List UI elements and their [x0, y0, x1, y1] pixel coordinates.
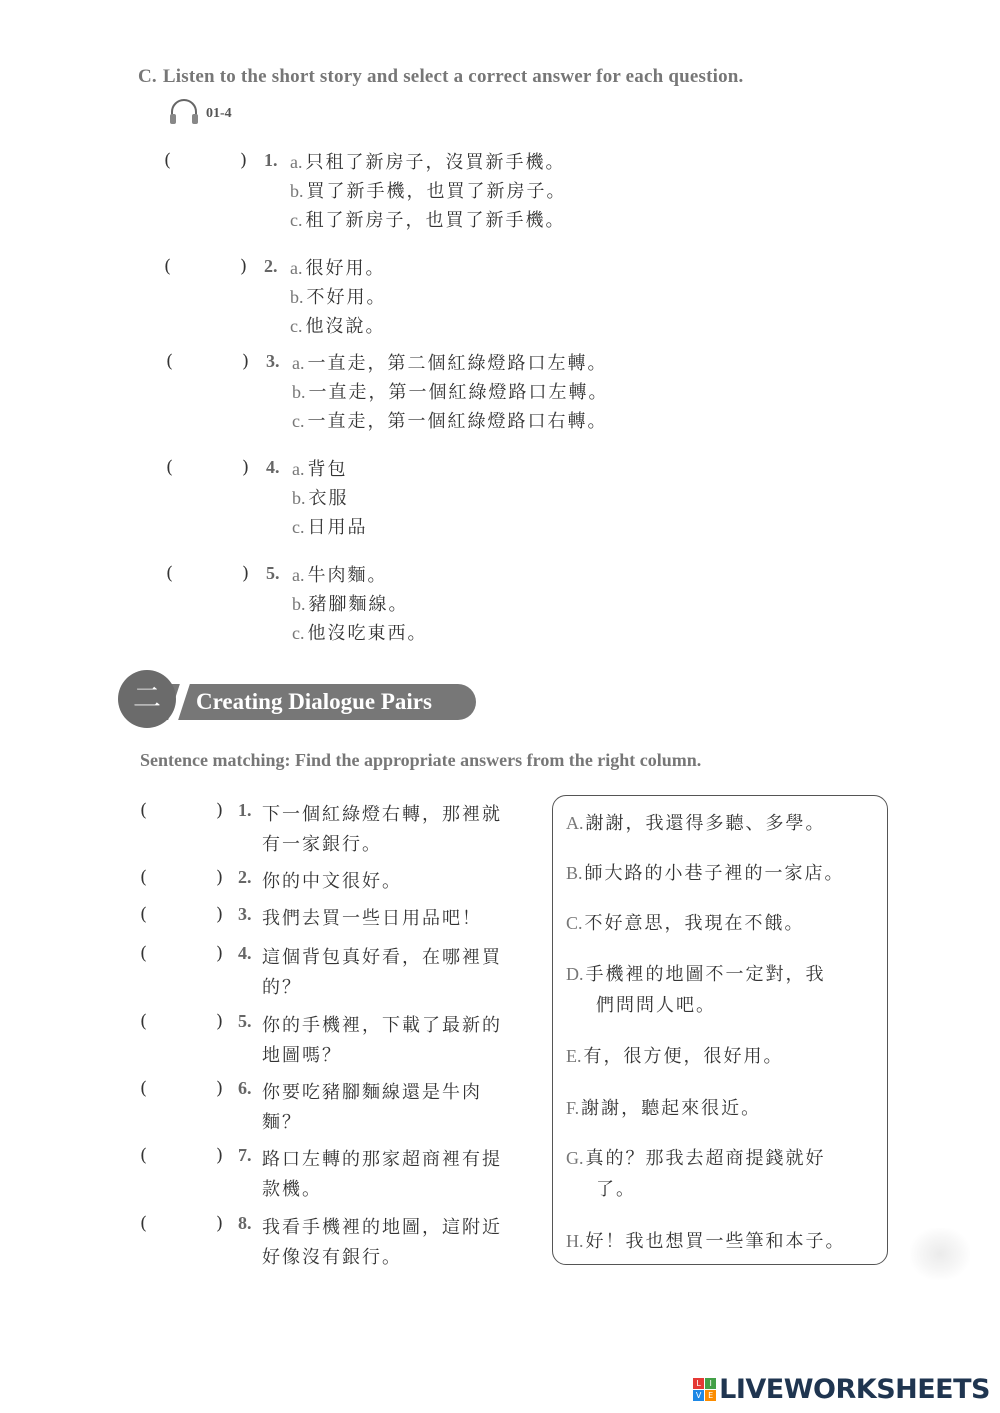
section-c-heading — [138, 66, 744, 88]
option-a[interactable]: a. 只租了新房子，沒買新手機。 — [290, 152, 566, 173]
matching-instruction: Sentence matching: Find the appropriate answers from the right column. — [140, 750, 702, 770]
answer-option-b[interactable]: B. 師大路的小巷子裡的一家店。 — [566, 863, 845, 884]
brand-name: LIVEWORKSHEETS — [719, 1374, 990, 1405]
answer-option-e[interactable]: E. 有，很方便，很好用。 — [566, 1046, 784, 1067]
answer-option-h[interactable]: H. 好！我也想買一些筆和本子。 — [566, 1231, 846, 1252]
option-a[interactable]: a. 一直走，第二個紅綠燈路口左轉。 — [292, 353, 608, 374]
section-number-badge: 二 — [118, 670, 176, 728]
section-two-banner — [118, 670, 478, 730]
option-b[interactable]: b. 衣服 — [292, 488, 349, 509]
option-b[interactable]: b. 豬腳麵線。 — [292, 594, 409, 615]
question-number: 1. — [264, 150, 278, 170]
liveworksheets-logo[interactable] — [693, 1374, 990, 1405]
prompt-number: 6. — [238, 1078, 252, 1098]
option-a[interactable]: a. 牛肉麵。 — [292, 565, 388, 586]
option-b[interactable]: b. 不好用。 — [290, 287, 387, 308]
answer-blank-open[interactable]: ( — [140, 1078, 148, 1099]
section-c-title: Listen to the short story and select a correct answer for each question. — [162, 66, 744, 87]
answer-blank-close: ) — [216, 943, 224, 964]
option-c[interactable]: c. 他沒吃東西。 — [292, 623, 428, 644]
option-c[interactable]: c. 日用品 — [292, 517, 368, 538]
prompt-number: 3. — [238, 904, 252, 924]
option-c[interactable]: c. 一直走，第一個紅綠燈路口右轉。 — [292, 411, 608, 432]
question-number: 5. — [266, 563, 280, 583]
option-b[interactable]: b. 一直走，第一個紅綠燈路口左轉。 — [292, 382, 609, 403]
headphones-icon[interactable] — [168, 98, 200, 130]
answer-blank-close: ) — [240, 256, 248, 277]
answer-blank-close: ) — [216, 1145, 224, 1166]
answer-blank-open[interactable]: ( — [140, 943, 148, 964]
option-a[interactable]: a. 背包 — [292, 459, 348, 480]
answer-blank-close: ) — [242, 457, 250, 478]
answer-option-a[interactable]: A. 謝謝，我還得多聽、多學。 — [566, 813, 826, 834]
option-c[interactable]: c. 租了新房子，也買了新手機。 — [290, 210, 566, 231]
option-c[interactable]: c. 他沒說。 — [290, 316, 386, 337]
answer-blank-close: ) — [216, 1078, 224, 1099]
prompt-number: 4. — [238, 943, 252, 963]
prompt-text: 我看手機裡的地圖，這附近好像沒有銀行。 — [262, 1217, 502, 1268]
prompt-text: 這個背包真好看，在哪裡買的？ — [262, 947, 502, 998]
prompt-number: 5. — [238, 1011, 252, 1031]
question-number: 4. — [266, 457, 280, 477]
answer-option-c[interactable]: C. 不好意思，我現在不餓。 — [566, 913, 805, 934]
answer-blank-open[interactable]: ( — [140, 1213, 148, 1234]
audio-track-number: 01-4 — [206, 106, 232, 121]
logo-icon: L I V E — [693, 1378, 716, 1401]
answer-blank-open[interactable]: ( — [140, 1011, 148, 1032]
answer-blank-open[interactable]: ( — [140, 800, 148, 821]
question-number: 3. — [266, 351, 280, 371]
answer-option-g[interactable]: G. 真的？那我去超商提錢就好 了。 — [566, 1148, 826, 1200]
answer-option-f[interactable]: F. 謝謝，聽起來很近。 — [566, 1098, 762, 1119]
answer-blank-close: ) — [216, 867, 224, 888]
answer-blank-open[interactable]: ( — [164, 256, 172, 277]
answer-blank-close: ) — [242, 351, 250, 372]
answer-blank-open[interactable]: ( — [164, 150, 172, 171]
prompt-text: 我們去買一些日用品吧！ — [262, 908, 482, 929]
answer-blank-open[interactable]: ( — [166, 351, 174, 372]
option-b[interactable]: b. 買了新手機，也買了新房子。 — [290, 181, 567, 202]
prompt-number: 8. — [238, 1213, 252, 1233]
prompt-number: 2. — [238, 867, 252, 887]
answer-blank-close: ) — [216, 904, 224, 925]
answer-blank-open[interactable]: ( — [140, 1145, 148, 1166]
answer-blank-close: ) — [216, 1011, 224, 1032]
prompt-number: 1. — [238, 800, 252, 820]
question-number: 2. — [264, 256, 278, 276]
answer-blank-close: ) — [216, 800, 224, 821]
answer-blank-open[interactable]: ( — [166, 563, 174, 584]
scan-smudge — [910, 1228, 970, 1280]
prompt-text: 你要吃豬腳麵線還是牛肉麵？ — [262, 1082, 482, 1133]
option-a[interactable]: a. 很好用。 — [290, 258, 386, 279]
answer-blank-open[interactable]: ( — [140, 904, 148, 925]
prompt-number: 7. — [238, 1145, 252, 1165]
prompt-text: 你的中文很好。 — [262, 871, 402, 892]
answer-blank-close: ) — [242, 563, 250, 584]
answer-blank-close: ) — [240, 150, 248, 171]
answer-blank-open[interactable]: ( — [140, 867, 148, 888]
prompt-text: 你的手機裡，下載了最新的地圖嗎？ — [262, 1015, 502, 1066]
answer-blank-close: ) — [216, 1213, 224, 1234]
prompt-text: 下一個紅綠燈右轉，那裡就有一家銀行。 — [262, 804, 502, 855]
prompt-text: 路口左轉的那家超商裡有提款機。 — [262, 1149, 502, 1200]
audio-track[interactable] — [168, 100, 232, 128]
section-c-label: C. — [138, 66, 157, 87]
section-two-title: Creating Dialogue Pairs — [158, 684, 476, 720]
answer-blank-open[interactable]: ( — [166, 457, 174, 478]
answer-option-d[interactable]: D. 手機裡的地圖不一定對，我 們問問人吧。 — [566, 964, 826, 1016]
